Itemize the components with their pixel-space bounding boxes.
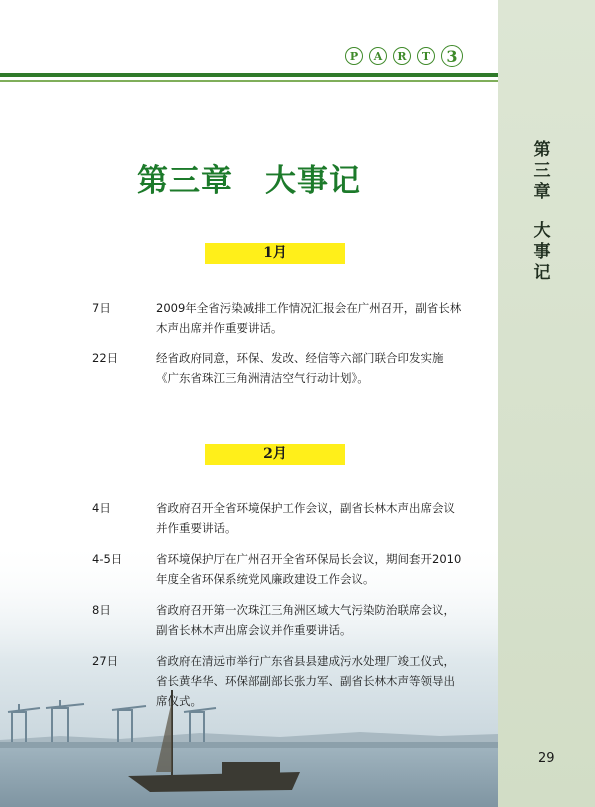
event-text: 省政府在清远市举行广东省县县建成污水处理厂竣工仪式，省长黄华华、环保部副部长张力军、副省长林木声等领导出席仪式。 — [156, 654, 455, 708]
event-date: 4日 — [92, 501, 111, 515]
chapter-title: 第三章 大事记 — [137, 163, 361, 199]
month-label-january: 1月 — [205, 243, 345, 264]
sidebar-title-line2: 大事记 — [533, 221, 551, 283]
event-text: 2009年全省污染减排工作情况汇报会在广州召开，副省长林木声出席并作重要讲话。 — [156, 301, 462, 335]
event-text: 省环境保护厅在广州召开全省环保局长会议，期间套开2010年度全省环保系统党风廉政建设工作会议。 — [156, 552, 462, 586]
month-label-february: 2月 — [205, 444, 345, 465]
sidebar-band — [498, 0, 595, 807]
event-date: 27日 — [92, 654, 119, 668]
event-date: 22日 — [92, 351, 119, 365]
event-date: 4-5日 — [92, 552, 123, 566]
part-letter-t: T — [417, 47, 435, 65]
event-text: 经省政府同意，环保、发改、经信等六部门联合印发实施《广东省珠江三角洲清洁空气行动计划》。 — [156, 351, 444, 385]
event-date: 8日 — [92, 603, 111, 617]
header-rule-thin — [0, 80, 498, 82]
header-rule-thick — [0, 73, 498, 77]
event-text: 省政府召开第一次珠江三角洲区域大气污染防治联席会议，副省长林木声出席会议并作重要讲话。 — [156, 603, 455, 637]
part-header — [345, 45, 463, 67]
part-letter-a: A — [369, 47, 387, 65]
page-number: 29 — [538, 751, 555, 766]
event-text: 省政府召开全省环境保护工作会议，副省长林木声出席会议并作重要讲话。 — [156, 501, 455, 535]
event-date: 7日 — [92, 301, 111, 315]
part-number: 3 — [441, 45, 463, 67]
part-letter-p: P — [345, 47, 363, 65]
sidebar-title-line1: 第三章 — [533, 140, 551, 202]
sidebar-chapter-title — [530, 140, 554, 284]
part-letter-r: R — [393, 47, 411, 65]
